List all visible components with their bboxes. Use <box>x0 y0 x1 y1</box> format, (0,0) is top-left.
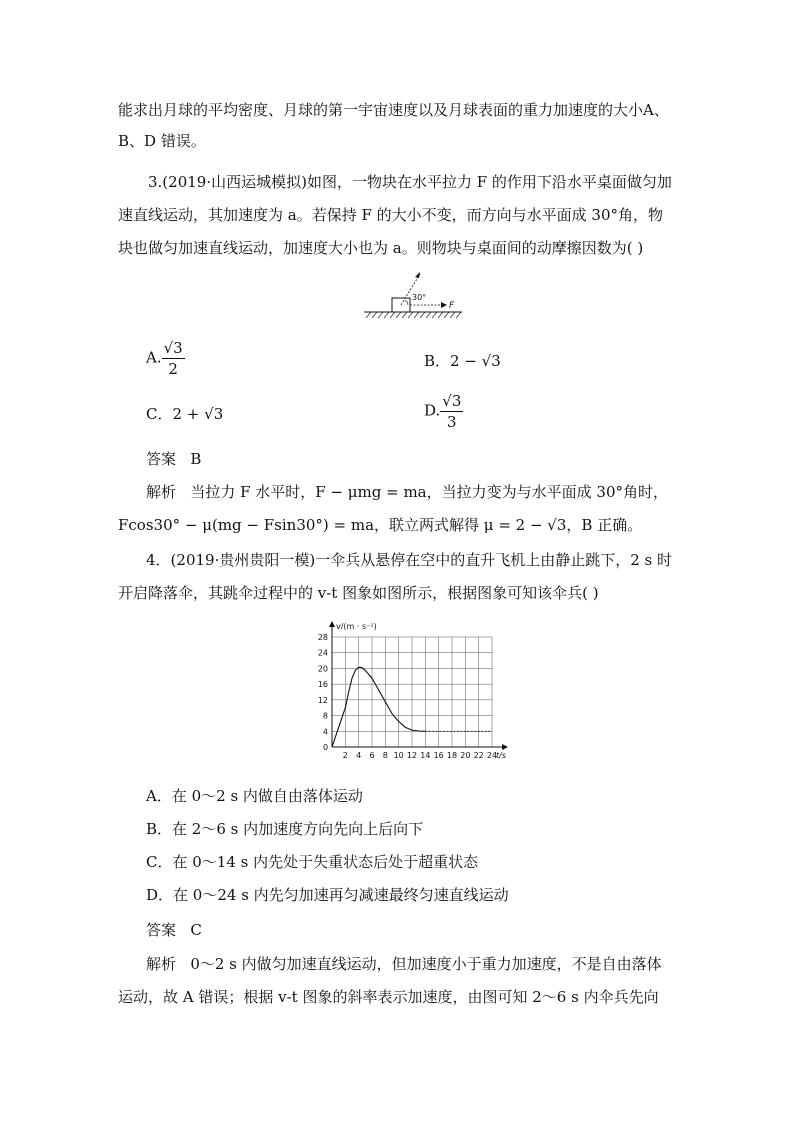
y-tick-12: 12 <box>317 695 328 705</box>
q3-option-d-num: √3 <box>442 392 462 410</box>
q3-analysis-label: 解析 <box>146 483 177 501</box>
x-tick-24: 24 <box>486 751 498 760</box>
q3-option-b[interactable] <box>424 351 501 371</box>
y-tick-8: 8 <box>322 711 328 721</box>
q3-option-b-text: 2 − √3 <box>450 352 501 370</box>
intro-line-2: B、D 错误。 <box>118 132 206 150</box>
x-tick-12: 12 <box>406 751 418 760</box>
q3-option-a-num: √3 <box>163 339 183 357</box>
table-hatching <box>366 312 461 318</box>
q3-answer-value: B <box>190 450 202 468</box>
q4-analysis-label: 解析 <box>146 955 177 973</box>
q4-answer <box>146 920 202 940</box>
horizontal-arrow-head <box>441 302 447 308</box>
q4-option-a[interactable]: A．在 0～2 s 内做自由落体运动 <box>146 787 363 805</box>
q3-force-diagram <box>362 268 472 324</box>
x-tick-6: 6 <box>369 751 375 760</box>
q4-analysis-1 <box>146 954 662 974</box>
q3-option-c-text: 2 + √3 <box>172 405 224 423</box>
q3-option-a[interactable] <box>146 338 185 379</box>
y-tick-28: 28 <box>317 633 328 642</box>
x-tick-20: 20 <box>460 751 471 760</box>
x-tick-10: 10 <box>393 751 404 760</box>
q4-analysis-2: 运动，故 A 错误；根据 v-t 图象的斜率表示加速度，由图可知 2～6 s 内伞兵先向 <box>118 988 659 1006</box>
x-tick-4: 4 <box>356 751 362 760</box>
q4-line-2: 开启降落伞，其跳伞过程中的 v-t 图象如图所示，根据图象可知该伞兵( ) <box>118 584 599 602</box>
q3-option-b-label: B． <box>424 352 451 370</box>
q3-option-c-label: C． <box>146 405 173 423</box>
vt-ylabel: v/(m · s⁻¹) <box>336 622 377 631</box>
q3-analysis-text-1: 当拉力 F 水平时，F − μmg = ma，当拉力变为与水平面成 30°角时， <box>190 483 668 501</box>
vt-chart <box>296 615 521 770</box>
angle-label: 30° <box>412 293 427 302</box>
q3-option-a-label: A. <box>146 348 162 367</box>
q3-analysis-1 <box>146 482 668 502</box>
q3-answer-label: 答案 <box>146 450 177 468</box>
x-tick-18: 18 <box>446 751 458 760</box>
q3-option-a-fraction <box>162 338 185 379</box>
q3-line-3: 块也做匀加速直线运动，加速度大小也为 a。则物块与桌面间的动摩擦因数为( ) <box>118 239 644 257</box>
vt-curve <box>332 667 425 747</box>
vt-ticks <box>318 633 497 760</box>
y-tick-24: 24 <box>317 648 328 658</box>
q3-option-d-fraction <box>440 391 463 432</box>
force-label: F <box>449 301 455 311</box>
vt-xlabel: t/s <box>496 751 506 760</box>
y-tick-4: 4 <box>322 727 328 737</box>
x-tick-14: 14 <box>420 751 431 760</box>
q4-line-1: 4．(2019·贵州贵阳一模)一伞兵从悬停在空中的直升飞机上由静止跳下，2 s 时 <box>146 551 672 569</box>
inclined-arrow-head <box>415 272 420 278</box>
vt-origin-label: 0 <box>323 743 329 752</box>
q4-option-c[interactable]: C．在 0～14 s 内先处于失重状态后处于超重状态 <box>146 853 479 871</box>
intro-line-1: 能求出月球的平均密度、月球的第一宇宙速度以及月球表面的重力加速度的大小A、 <box>118 101 669 119</box>
q3-line-1: 3.(2019·山西运城模拟)如图，一物块在水平拉力 F 的作用下沿水平桌面做匀加 <box>148 173 672 191</box>
q4-analysis-text-1: 0～2 s 内做匀加速直线运动，但加速度小于重力加速度，不是自由落体 <box>190 955 662 973</box>
q3-option-d-label: D. <box>424 401 441 420</box>
x-tick-16: 16 <box>433 751 444 760</box>
q3-line-2: 速直线运动，其加速度为 a。若保持 F 的大小不变，而方向与水平面成 30°角，物 <box>118 206 664 224</box>
y-axis-arrow <box>329 621 335 627</box>
q4-option-b[interactable]: B．在 2～6 s 内加速度方向先向上后向下 <box>146 820 424 838</box>
q3-option-a-den: 2 <box>168 360 178 378</box>
q3-analysis-2: Fcos30° − μ(mg − Fsin30°) = ma，联立两式解得 μ = 2 − √3，B 正确。 <box>118 516 643 534</box>
x-tick-8: 8 <box>382 751 388 760</box>
y-tick-16: 16 <box>317 680 328 690</box>
x-tick-2: 2 <box>342 751 348 760</box>
x-tick-22: 22 <box>473 751 484 760</box>
q3-option-c[interactable] <box>146 404 223 424</box>
q3-answer <box>146 449 201 469</box>
q4-answer-label: 答案 <box>146 921 177 939</box>
y-tick-20: 20 <box>317 664 328 674</box>
q4-answer-value: C <box>190 921 202 939</box>
x-axis-arrow <box>502 744 508 750</box>
q3-option-d[interactable] <box>424 391 463 432</box>
q3-option-d-den: 3 <box>447 413 457 431</box>
q4-option-d[interactable]: D．在 0～24 s 内先匀加速再匀减速最终匀速直线运动 <box>146 886 509 904</box>
